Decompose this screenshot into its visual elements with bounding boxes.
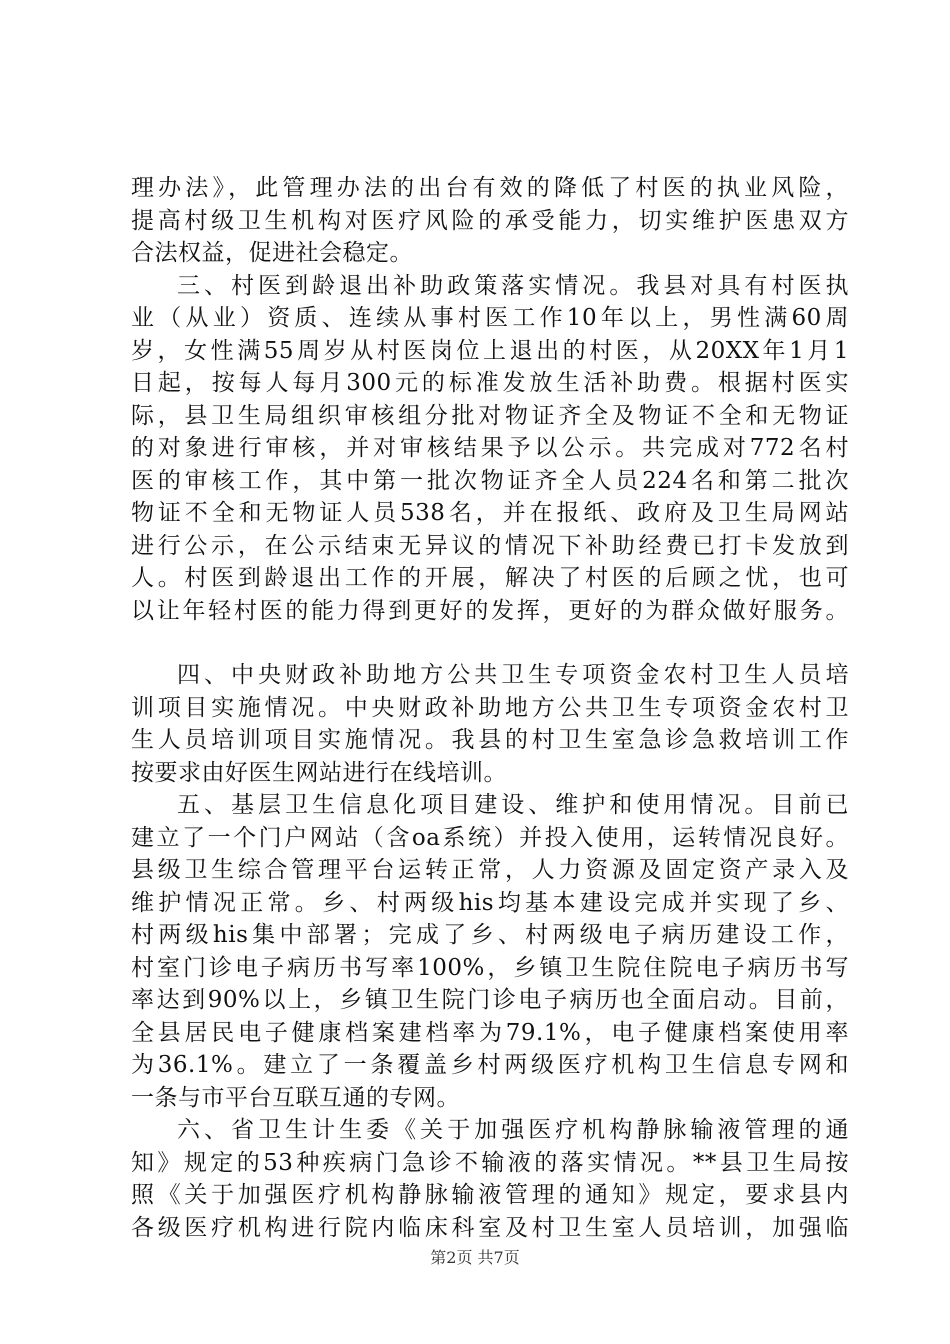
text-line: 训项目实施情况。中央财政补助地方公共卫生专项资金农村卫 (131, 694, 849, 721)
page-footer: 第2页 共7页 (430, 1248, 520, 1267)
text-line: 理办法》，此管理办法的出台有效的降低了村医的执业风险， (131, 175, 849, 201)
text-line: 照《关于加强医疗机构静脉输液管理的通知》规定，要求县内 (131, 1182, 849, 1208)
text-line: 岁，女性满55周岁从村医岗位上退出的村医，从20XX年1月1 (131, 337, 849, 364)
text-line: 物证不全和无物证人员538名，并在报纸、政府及卫生局网站 (131, 500, 849, 526)
text-line: 知》规定的53种疾病门急诊不输液的落实情况。**县卫生局按 (131, 1149, 849, 1176)
text-line: 村两级his集中部署；完成了乡、村两级电子病历建设工作， (131, 922, 849, 948)
text-line: 县级卫生综合管理平台运转正常，人力资源及固定资产录入及 (131, 857, 849, 883)
text-line: 五、基层卫生信息化项目建设、维护和使用情况。目前已 (177, 792, 849, 818)
text-line: 医的审核工作，其中第一批次物证齐全人员224名和第二批次 (131, 467, 849, 494)
text-line: 率达到90%以上，乡镇卫生院门诊电子病历也全面启动。目前， (131, 987, 849, 1013)
text-line: 以让年轻村医的能力得到更好的发挥，更好的为群众做好服务。 (131, 597, 849, 624)
text-line: 际，县卫生局组织审核组分批对物证齐全及物证不全和无物证 (131, 402, 849, 429)
text-line: 提高村级卫生机构对医疗风险的承受能力，切实维护医患双方 (131, 207, 849, 234)
text-line: 维护情况正常。乡、村两级his均基本建设完成并实现了乡、 (131, 889, 849, 916)
paragraph-gap (131, 627, 849, 659)
text-line: 四、中央财政补助地方公共卫生专项资金农村卫生人员培 (177, 662, 849, 688)
text-line: 按要求由好医生网站进行在线培训。 (131, 759, 507, 786)
text-line: 人。村医到龄退出工作的开展，解决了村医的后顾之忧，也可 (131, 565, 849, 591)
body-text (131, 172, 849, 1244)
text-line: 为36.1%。建立了一条覆盖乡村两级医疗机构卫生信息专网和 (131, 1052, 849, 1078)
text-line: 的对象进行审核，并对审核结果予以公示。共完成对772名村 (131, 435, 849, 461)
text-line: 生人员培训项目实施情况。我县的村卫生室急诊急救培训工作 (131, 727, 849, 753)
text-line: 全县居民电子健康档案建档率为79.1%，电子健康档案使用率 (131, 1019, 849, 1046)
text-line: 业（从业）资质、连续从事村医工作10年以上，男性满60周 (131, 305, 849, 331)
text-line: 一条与市平台互联互通的专网。 (131, 1084, 460, 1111)
text-line: 三、村医到龄退出补助政策落实情况。我县对具有村医执 (177, 272, 849, 299)
text-line: 建立了一个门户网站（含oa系统）并投入使用，运转情况良好。 (131, 824, 849, 851)
text-line: 日起，按每人每月300元的标准发放生活补助费。根据村医实 (131, 370, 849, 396)
text-line: 六、省卫生计生委《关于加强医疗机构静脉输液管理的通 (177, 1117, 849, 1143)
text-line: 村室门诊电子病历书写率100%，乡镇卫生院住院电子病历书写 (131, 954, 849, 981)
text-line: 合法权益，促进社会稳定。 (131, 240, 413, 266)
text-line: 进行公示，在公示结束无异议的情况下补助经费已打卡发放到 (131, 532, 849, 559)
text-line: 各级医疗机构进行院内临床科室及村卫生室人员培训，加强临 (131, 1214, 849, 1241)
